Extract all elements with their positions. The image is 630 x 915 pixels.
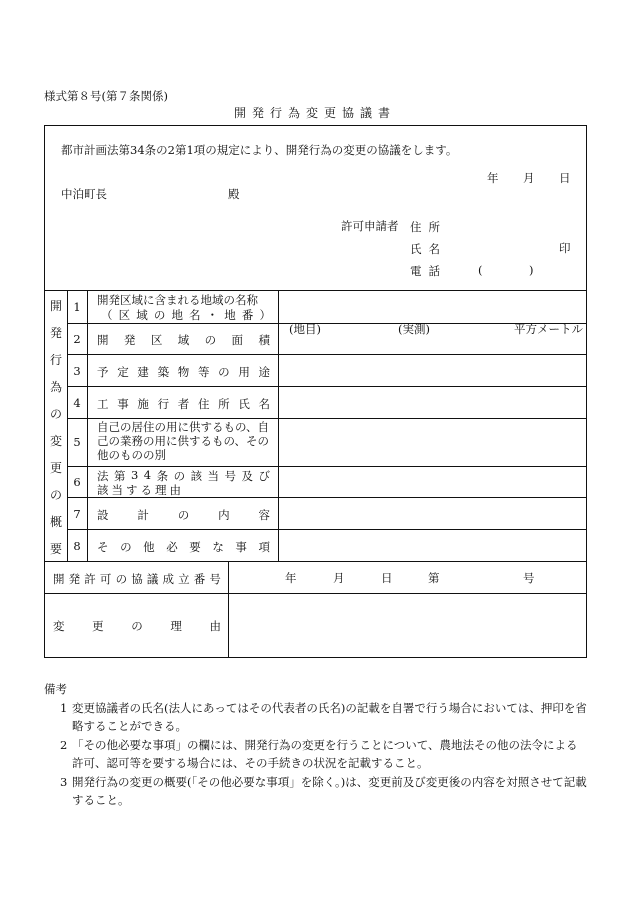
divider-row-2 <box>67 354 586 355</box>
remark-text: 変更協議者の氏名(法人にあってはその代表者の氏名)の記載を自署で行う場合においては、押印を省略することができる。 <box>72 700 587 733</box>
area-unit: 平方メートル <box>514 322 583 336</box>
item-label: 工 事 施 行 者 住 所 氏 名 <box>97 397 270 411</box>
date-month: 月 <box>523 171 535 185</box>
approval-go: 号 <box>523 571 535 585</box>
seal-mark: 印 <box>559 241 571 255</box>
phone-paren-open: ( <box>478 263 483 277</box>
remark-number: 3 <box>60 774 68 789</box>
area-measured: (実測) <box>398 322 430 336</box>
date-year: 年 <box>487 171 499 185</box>
area-land-category: (地目) <box>289 322 321 336</box>
item-number: 4 <box>73 396 81 410</box>
approval-day: 日 <box>381 571 393 585</box>
document-title: 開発行為変更協議書 <box>233 106 396 120</box>
item-label: （ 区 域 の 地 名 ・ 地 番 ） <box>101 308 271 322</box>
remark-number: 1 <box>60 700 68 715</box>
approval-number-label: 開 発 許 可 の 協 議 成 立 番 号 <box>53 572 221 586</box>
intro-text: 都市計画法第34条の2第1項の規定により、開発行為の変更の協議をします。 <box>61 143 458 157</box>
divider-row-4 <box>67 418 586 419</box>
divider-row-3 <box>67 386 586 387</box>
divider-row-7 <box>67 529 586 530</box>
approval-month: 月 <box>333 571 345 585</box>
honorific: 殿 <box>228 187 240 201</box>
remark-text: 「その他必要な事項」の欄には、開発行為の変更を行うことについて、農地法その他の法令による許可、認可等を要する場合には、その手続きの状況を記載すること。 <box>72 737 578 770</box>
divider-bottom-value <box>228 561 229 657</box>
divider-summary-end <box>45 561 586 562</box>
applicant-role: 許可申請者 <box>341 219 399 233</box>
item-number: 5 <box>73 435 81 449</box>
item-number: 7 <box>73 507 81 521</box>
item-label: 開 発 区 域 の 面 積 <box>97 333 270 347</box>
applicant-name-label: 氏 名 <box>410 242 440 256</box>
remark-number: 2 <box>60 737 68 752</box>
item-label: 設 計 の 内 容 <box>97 508 270 522</box>
item-label: 法 第 3 4 条 の 該 当 号 及 び <box>97 468 270 483</box>
applicant-phone-label: 電 話 <box>410 264 440 278</box>
item-number: 3 <box>73 364 81 378</box>
item-number: 2 <box>73 332 81 346</box>
remark-item <box>44 699 589 736</box>
remark-item <box>44 736 589 773</box>
remark-item <box>44 773 589 810</box>
item-label: 自己の居住の用に供するもの、自 <box>97 420 270 434</box>
change-reason-label: 変 更 の 理 由 <box>53 619 221 633</box>
item-number: 1 <box>73 300 81 314</box>
divider-approval-end <box>45 593 586 594</box>
approval-year: 年 <box>285 571 297 585</box>
divider-header <box>45 290 586 291</box>
item-label: 己の業務の用に供するもの、その <box>97 434 270 448</box>
form-number: 様式第８号(第７条関係) <box>44 89 168 103</box>
phone-paren-close: ) <box>529 263 534 277</box>
item-label: そ の 他 必 要 な 事 項 <box>97 540 270 554</box>
date-day: 日 <box>559 171 571 185</box>
addressee: 中泊町長 <box>61 187 107 201</box>
divider-item-value <box>278 290 279 561</box>
item-label: 開発区域に含まれる地域の名称 <box>97 293 258 307</box>
divider-row-5 <box>67 466 586 467</box>
item-number: 8 <box>73 539 81 553</box>
remarks-section <box>44 680 589 810</box>
divider-row-1 <box>67 323 586 324</box>
change-consultation-form <box>44 125 587 658</box>
applicant-address-label: 住 所 <box>410 220 440 234</box>
approval-dai: 第 <box>428 571 440 585</box>
item-label: 予 定 建 築 物 等 の 用 途 <box>97 365 270 379</box>
remark-text: 開発行為の変更の概要(「その他必要な事項」を除く。)は、変更前及び変更後の内容を対照させて記載すること。 <box>72 774 587 807</box>
divider-item-number <box>87 290 88 561</box>
item-label: 該 当 す る 理 由 <box>97 483 181 497</box>
summary-vertical-label: 開 発 行 為 の 変 更 の 概 要 <box>49 299 62 556</box>
item-number: 6 <box>73 475 81 489</box>
remarks-heading: 備考 <box>44 682 67 696</box>
item-label: 他のものの別 <box>97 448 166 462</box>
